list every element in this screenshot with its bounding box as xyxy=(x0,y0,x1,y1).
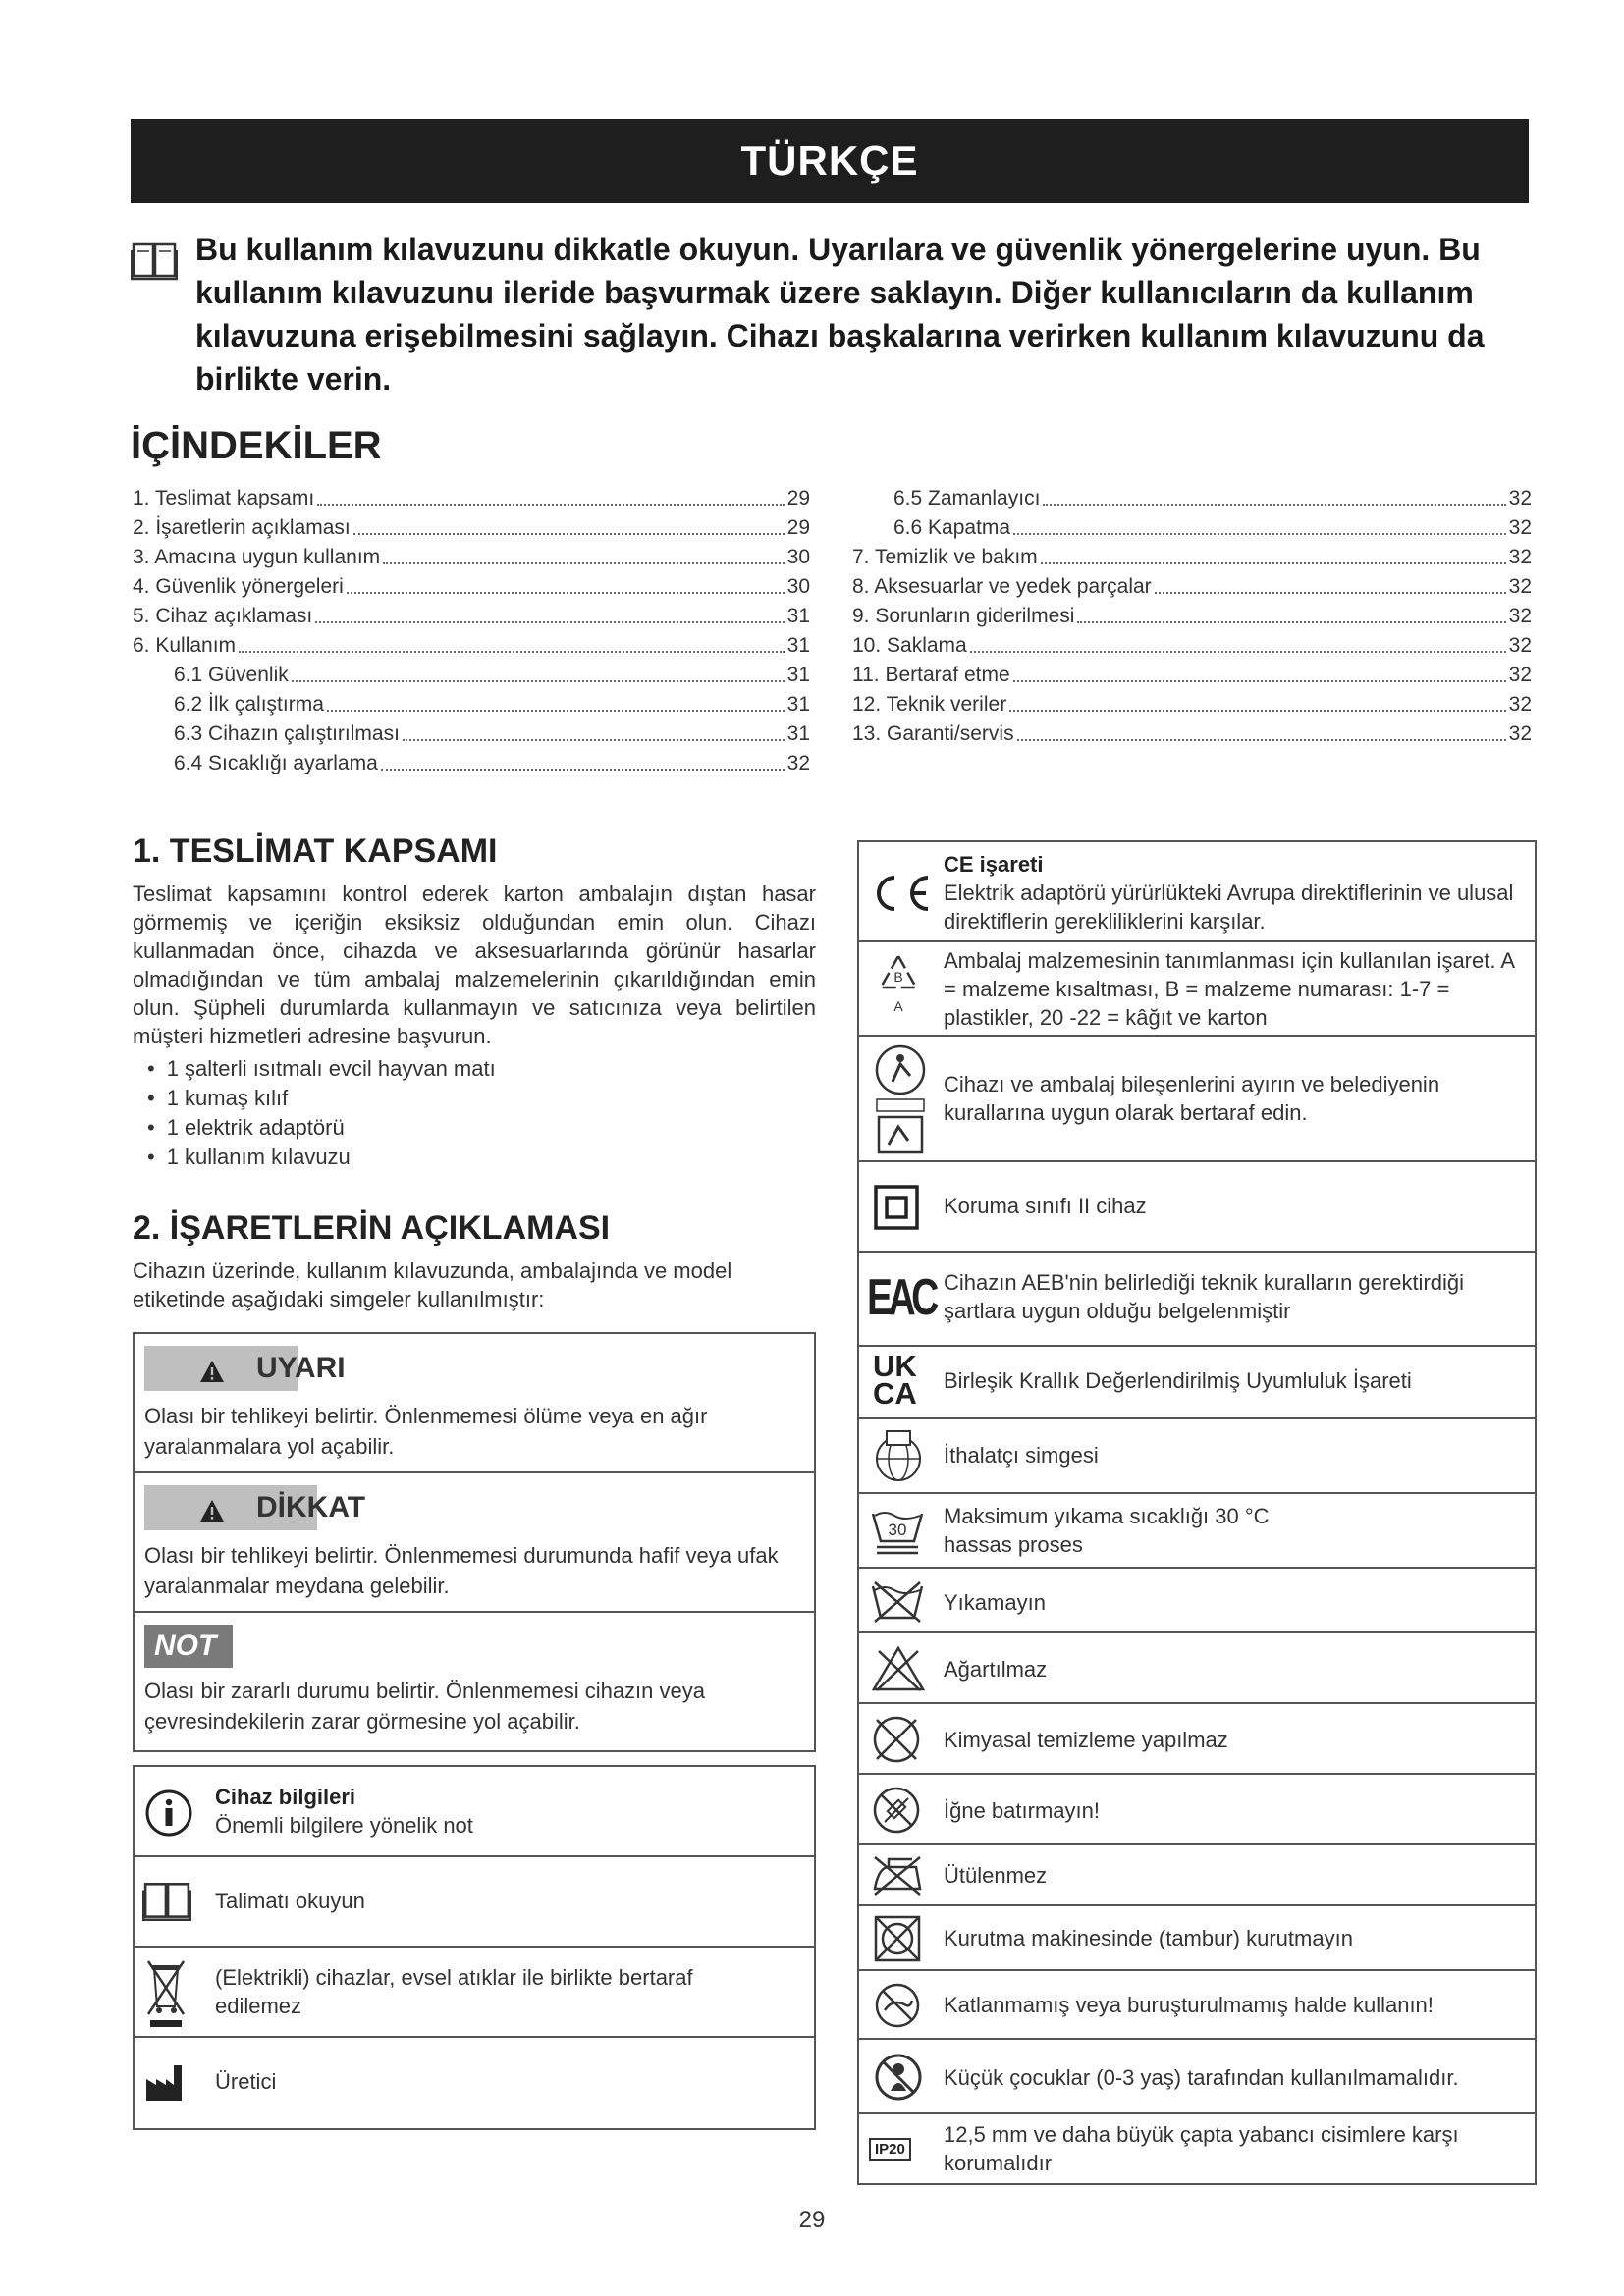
list-item: • 1 kumaş kılıf xyxy=(147,1084,496,1113)
no-wash-text: Yıkamayın xyxy=(944,1590,1046,1615)
symbol-row xyxy=(859,1037,1535,1162)
warning-triangle-icon xyxy=(199,1360,225,1383)
crossed-bin-icon xyxy=(144,1955,188,2030)
warning-section xyxy=(135,1334,814,1473)
section-heading: 1. TESLİMAT KAPSAMI xyxy=(133,832,498,870)
toc-entry[interactable]: 11. Bertaraf etme 32 xyxy=(852,661,1532,690)
no-needle-text: İğne batırmayın! xyxy=(944,1798,1100,1823)
language-header: TÜRKÇE xyxy=(131,119,1529,203)
no-child-icon xyxy=(873,2052,924,2103)
intro-text: Bu kullanım kılavuzunu dikkatle okuyun. Uyarılara ve güvenlik yönergelerine uyun. Bu kullanım kılavuzunu ileride başvurmak üzere saklayın. Diğer kullanıcıların da kullanım kılavuzuna erişebilmesini sağlayın. Cihazı başkalarına verirken kullanım kılavuzunu da birlikte verin. xyxy=(195,232,1485,397)
svg-text:A: A xyxy=(893,998,903,1014)
symbol-row xyxy=(859,842,1535,942)
manufacturer-icon xyxy=(144,2063,189,2103)
intro-block xyxy=(131,228,1529,400)
symbol-row xyxy=(859,1633,1535,1704)
section-paragraph: Cihazın üzerinde, kullanım kılavuzunda, ambalajında ve model etiketinde aşağıdaki simgeler kullanılmıştır: xyxy=(133,1258,732,1311)
toc-entry[interactable]: 13. Garanti/servis 32 xyxy=(852,720,1532,749)
symbol-row xyxy=(859,1253,1535,1347)
delivery-list xyxy=(147,1054,496,1172)
eac-text: Cihazın AEB'nin belirlediği teknik kuralların gerektirdiği şartlara uygun olduğu belgelenmiştir xyxy=(944,1270,1465,1323)
ce-text: Elektrik adaptörü yürürlükteki Avrupa direktiflerinin ve ulusal direktiflerin gerekliliklerini karşılar. xyxy=(944,881,1514,934)
section-paragraph: Teslimat kapsamını kontrol ederek karton ambalajın dıştan hasar görmemiş ve içeriğin eksiksiz olduğundan emin olun. Cihazı kullanmadan önce, cihazda ve aksesuarlarında görünür hasarlar olmadığından ve tüm ambalaj malzemelerinin çıkarıldığından emin olun. Şüpheli durumlarda kullanmayın ve satıcınıza veya belirtilen müşteri hizmetleri adresine başvurun. xyxy=(133,881,816,1048)
device-info-text: Önemli bilgilere yönelik not xyxy=(215,1813,473,1838)
book-icon xyxy=(131,241,178,281)
toc-right-column xyxy=(852,484,1532,749)
wash-30-icon xyxy=(869,1506,926,1557)
toc-entry[interactable]: 6.3 Cihazın çalıştırılması 31 xyxy=(133,720,810,749)
symbol-row xyxy=(135,1857,814,1948)
importer-text: İthalatçı simgesi xyxy=(944,1443,1099,1468)
toc-entry[interactable]: 6.6 Kapatma 32 xyxy=(852,513,1532,543)
no-wash-icon xyxy=(869,1578,926,1624)
toc-entry[interactable]: 5. Cihaz açıklaması 31 xyxy=(133,602,810,631)
symbol-row xyxy=(859,1704,1535,1775)
toc-entry[interactable]: 6.4 Sıcaklığı ayarlama 32 xyxy=(133,749,810,778)
no-dry-clean-icon xyxy=(871,1714,922,1765)
toc-entry[interactable]: 12. Teknik veriler 32 xyxy=(852,690,1532,720)
note-section xyxy=(135,1613,814,1750)
toc-entry[interactable]: 6. Kullanım 31 xyxy=(133,631,810,661)
symbol-row xyxy=(135,1948,814,2038)
symbol-row xyxy=(859,1971,1535,2040)
toc-title: İÇİNDEKİLER xyxy=(131,424,382,467)
protection-class-2-icon xyxy=(873,1184,920,1231)
no-iron-icon xyxy=(869,1853,926,1896)
disposal-text: Cihazı ve ambalaj bileşenlerini ayırın ve belediyenin kurallarına uygun olarak bertaraf edin. xyxy=(944,1072,1440,1125)
symbol-row xyxy=(859,2040,1535,2114)
recycle-text: Ambalaj malzemesinin tanımlanması için kullanılan işaret. A = malzeme kısaltması, B = malzeme numarası: 1-7 = plastikler, 20 -22 = kâğıt ve karton xyxy=(944,948,1514,1030)
toc-entry[interactable]: 3. Amacına uygun kullanım 30 xyxy=(133,543,810,572)
caution-section xyxy=(135,1473,814,1613)
ip20-icon: IP20 xyxy=(869,2138,911,2161)
no-tumble-dry-icon xyxy=(873,1914,922,1963)
toc-entry[interactable]: 10. Saklama 32 xyxy=(852,631,1532,661)
symbol-row xyxy=(859,1569,1535,1633)
symbol-row xyxy=(859,942,1535,1037)
svg-text:30: 30 xyxy=(888,1521,907,1539)
toc-entry[interactable]: 6.5 Zamanlayıcı 32 xyxy=(852,484,1532,513)
manufacturer-text: Üretici xyxy=(215,2069,277,2094)
list-item: • 1 kullanım kılavuzu xyxy=(147,1143,496,1172)
page-number: 29 xyxy=(798,2207,826,2233)
ce-title: CE işareti xyxy=(944,852,1044,877)
toc-entry[interactable]: 1. Teslimat kapsamı 29 xyxy=(133,484,810,513)
symbol-row xyxy=(859,1347,1535,1419)
ip20-text: 12,5 mm ve daha büyük çapta yabancı cisimlere karşı korumalıdır xyxy=(944,2122,1459,2175)
no-fold-text: Katlanmamış veya buruşturulmamış halde kullanın! xyxy=(944,1993,1434,2017)
warning-box xyxy=(133,1332,816,1752)
symbol-row xyxy=(859,2114,1535,2183)
symbol-row xyxy=(135,2038,814,2128)
symbol-row xyxy=(859,1162,1535,1253)
importer-icon xyxy=(871,1429,926,1484)
no-fold-icon xyxy=(873,1981,922,2030)
note-label: NOT xyxy=(144,1625,233,1668)
toc-entry[interactable]: 8. Aksesuarlar ve yedek parçalar 32 xyxy=(852,572,1532,602)
no-tumble-dry-text: Kurutma makinesinde (tambur) kurutmayın xyxy=(944,1926,1353,1950)
caution-text: Olası bir tehlikeyi belirtir. Önlenmemesi durumunda hafif veya ufak yaralanmalar meydana gelebilir. xyxy=(144,1543,779,1598)
info-symbol-box xyxy=(133,1765,816,2130)
toc-entry[interactable]: 9. Sorunların giderilmesi 32 xyxy=(852,602,1532,631)
weee-text: (Elektrikli) cihazlar, evsel atıklar ile birlikte bertaraf edilemez xyxy=(215,1965,693,2018)
no-bleach-icon xyxy=(871,1645,926,1692)
ukca-text: Birleşik Krallık Değerlendirilmiş Uyumluluk İşareti xyxy=(944,1368,1412,1393)
no-iron-text: Ütülenmez xyxy=(944,1863,1048,1888)
symbol-row xyxy=(859,1419,1535,1494)
toc-entry[interactable]: 7. Temizlik ve bakım 32 xyxy=(852,543,1532,572)
disposal-icon xyxy=(871,1042,930,1156)
symbol-row xyxy=(859,1845,1535,1906)
note-text: Olası bir zararlı durumu belirtir. Önlenmemesi cihazın veya çevresindekilerin zarar görmesine yol açabilir. xyxy=(144,1679,705,1734)
list-item: • 1 elektrik adaptörü xyxy=(147,1113,496,1143)
eac-icon: EAC xyxy=(867,1269,935,1326)
toc-entry[interactable]: 2. İşaretlerin açıklaması 29 xyxy=(133,513,810,543)
warning-text: Olası bir tehlikeyi belirtir. Önlenmemesi ölüme veya en ağır yaralanmalara yol açabilir. xyxy=(144,1404,708,1459)
no-needle-icon xyxy=(871,1785,922,1836)
recycling-icon xyxy=(873,950,924,1029)
section-heading: 2. İŞARETLERİN AÇIKLAMASI xyxy=(133,1209,611,1247)
info-icon xyxy=(144,1789,193,1838)
device-info-title: Cihaz bilgileri xyxy=(215,1785,356,1809)
warning-label: UYARI xyxy=(256,1352,346,1384)
no-bleach-text: Ağartılmaz xyxy=(944,1657,1048,1682)
no-child-text: Küçük çocuklar (0-3 yaş) tarafından kullanılmamalıdır. xyxy=(944,2065,1459,2090)
toc-entry[interactable]: 4. Güvenlik yönergeleri 30 xyxy=(133,572,810,602)
toc-entry[interactable]: 6.2 İlk çalıştırma 31 xyxy=(133,690,810,720)
caution-label: DİKKAT xyxy=(256,1491,366,1523)
ce-mark-icon xyxy=(865,872,934,915)
ukca-icon: UK CA xyxy=(873,1349,917,1411)
toc-left-column xyxy=(133,484,810,778)
toc-entry[interactable]: 6.1 Güvenlik 31 xyxy=(133,661,810,690)
symbol-row xyxy=(859,1775,1535,1845)
symbol-row xyxy=(135,1767,814,1857)
symbol-table xyxy=(857,840,1537,2185)
class2-text: Koruma sınıfı II cihaz xyxy=(944,1194,1147,1218)
symbol-row xyxy=(859,1906,1535,1971)
list-item: • 1 şalterli ısıtmalı evcil hayvan matı xyxy=(147,1054,496,1084)
book-icon xyxy=(142,1881,191,1922)
svg-text:B: B xyxy=(893,969,903,985)
warning-triangle-icon xyxy=(199,1499,225,1522)
read-instructions-text: Talimatı okuyun xyxy=(215,1889,365,1913)
symbol-row xyxy=(859,1494,1535,1569)
wash-text: Maksimum yıkama sıcaklığı 30 °C hassas proses xyxy=(944,1504,1270,1557)
no-dry-clean-text: Kimyasal temizleme yapılmaz xyxy=(944,1728,1228,1752)
